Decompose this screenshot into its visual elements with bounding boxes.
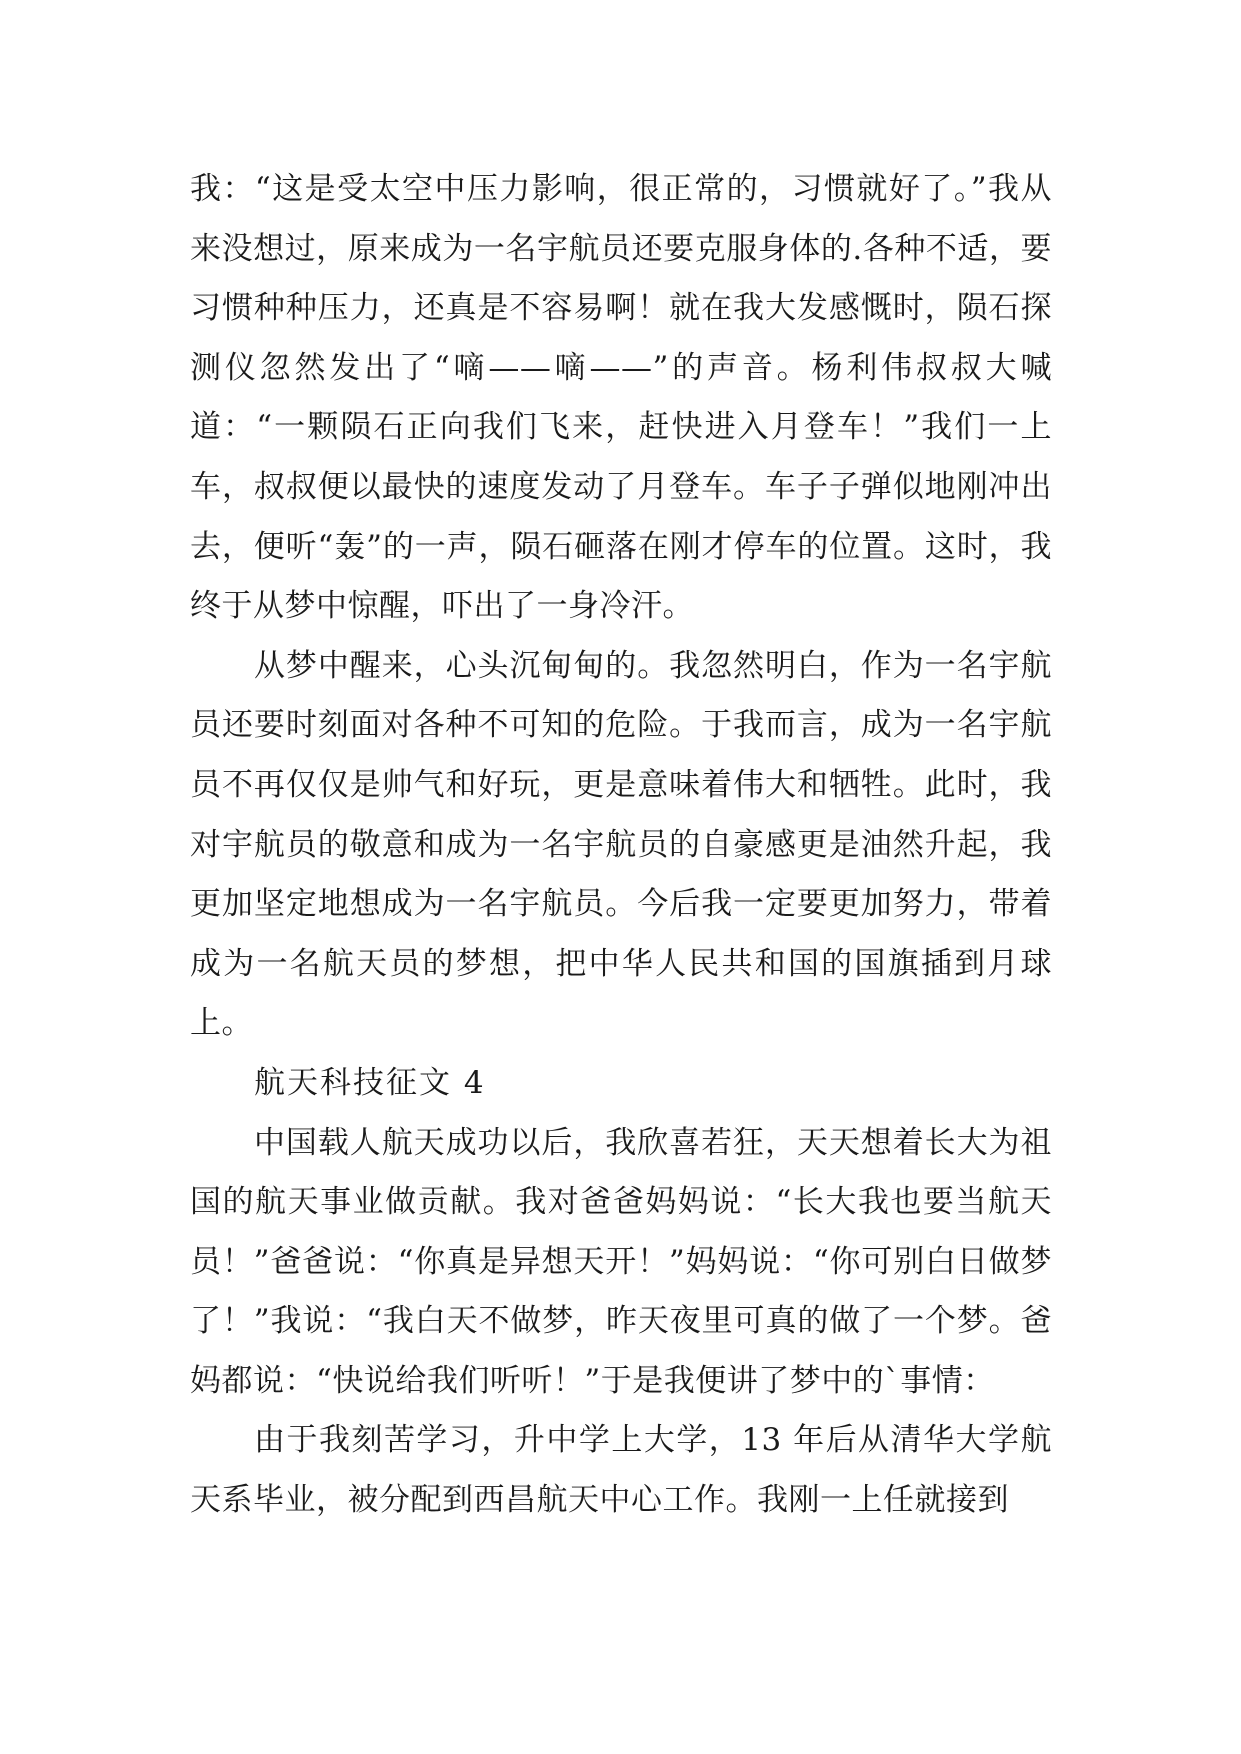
paragraph-continuation: 我：“这是受太空中压力影响，很正常的，习惯就好了。”我从来没想过，原来成为一名宇航员还要克服身体的.各种不适，要习惯种种压力，还真是不容易啊！就在我大发感慨时，陨石探测仪忽然发出了“嘀——嘀——”的声音。杨利伟叔叔大喊道：“一颗陨石正向我们飞来，赶快进入月登车！”我们一上车，叔叔便以最快的速度发动了月登车。车子子弹似地刚冲出去，便听“轰”的一声，陨石砸落在刚才停车的位置。这时，我终于从梦中惊醒，吓出了一身冷汗。 xyxy=(190,171,1052,625)
paragraph-intro: 中国载人航天成功以后，我欣喜若狂，天天想着长大为祖国的航天事业做贡献。我对爸爸妈妈说：“长大我也要当航天员！”爸爸说：“你真是异想天开！”妈妈说：“你可别白日做梦了！”我说：“我白天不做梦，昨天夜里可真的做了一个梦。爸妈都说：“快说给我们听听！”于是我便讲了梦中的`事情： xyxy=(190,1124,1052,1399)
paragraph-dream-reflection: 从梦中醒来，心头沉甸甸的。我忽然明白，作为一名宇航员还要时刻面对各种不可知的危险。于我而言，成为一名宇航员不再仅仅是帅气和好玩，更是意味着伟大和牺牲。此时，我对宇航员的敬意和成为一名宇航员的自豪感更是油然升起，我更加坚定地想成为一名宇航员。今后我一定要更加努力，带着成为一名航天员的梦想，把中华人民共和国的国旗插到月球上。 xyxy=(190,647,1052,1042)
paragraph-story-start: 由于我刻苦学习，升中学上大学，13 年后从清华大学航天系毕业，被分配到西昌航天中心工作。我刚一上任就接到 xyxy=(190,1422,1052,1519)
document-body xyxy=(190,160,1052,1531)
section-heading: 航天科技征文 4 xyxy=(254,1064,486,1101)
